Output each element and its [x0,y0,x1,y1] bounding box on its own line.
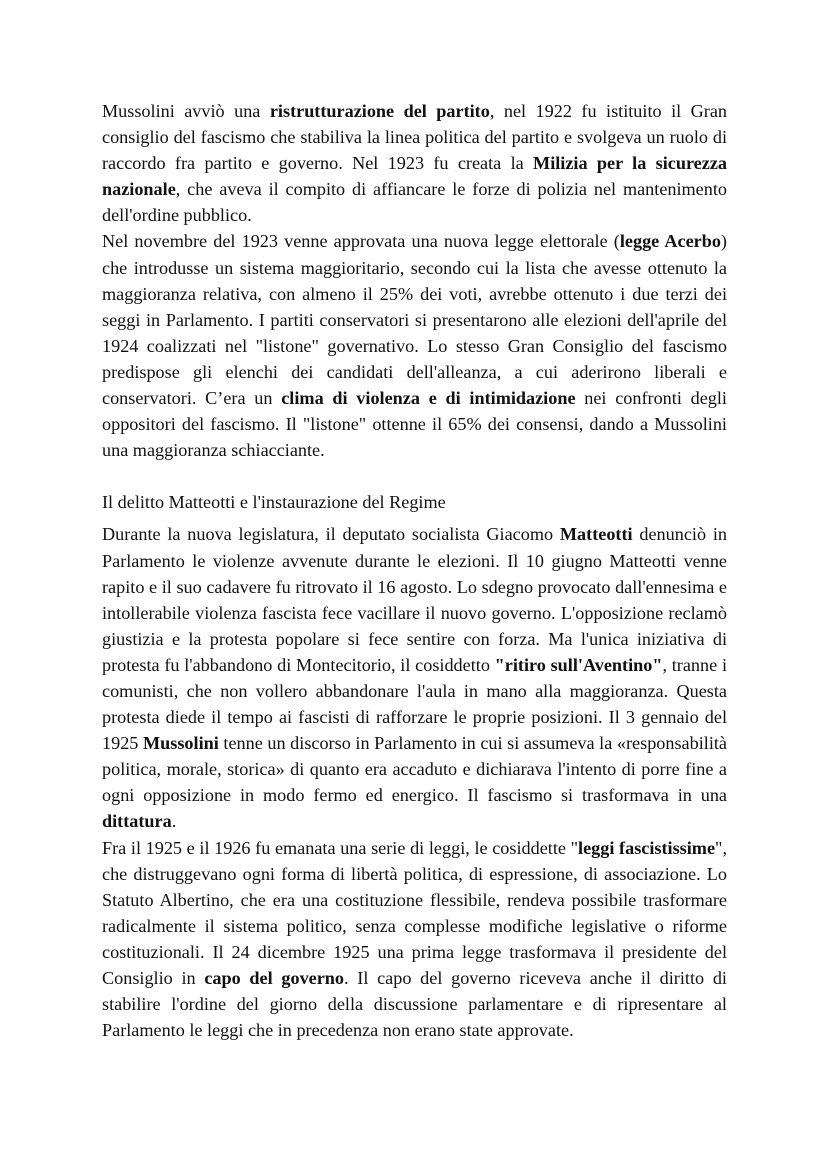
text-run: , che aveva il compito di affiancare le forze di polizia nel mantenimento dell'ordine pubblico. [102,179,727,226]
text-run: Nel novembre del 1923 venne approvata una nuova legge elettorale ( [102,231,620,252]
bold-text: Mussolini [142,733,219,754]
paragraph [102,521,727,834]
document-page [102,98,727,1043]
bold-text: leggi fascistissime [578,837,716,858]
bold-text: capo del governo [204,968,345,988]
text-run: Fra il 1925 e il 1926 fu emanata una serie di leggi, le cosiddette " [102,837,579,858]
text-run: nei confronti degli oppositori del fascismo. Il "listone" ottenne il 65% dei consensi, dando a Mussolini una maggioranza schiacciante. [102,388,727,461]
paragraph [102,98,727,228]
paragraph [102,228,727,463]
paragraph [102,835,727,1044]
text-run: , nel 1922 fu istituito il Gran consiglio del fascismo che stabiliva la linea politica del partito e svolgeva un ruolo di raccordo fra partito e governo. Nel 1923 fu creata la [102,101,728,174]
bold-text: ristrutturazione del partito [269,101,490,121]
bold-text: dittatura [102,811,172,832]
text-run: Durante la nuova legislatura, il deputato socialista Giacomo [102,524,560,545]
text-run: tenne un discorso in Parlamento in cui si assumeva la «responsabilità politica, morale, storica» di quanto era accaduto e dichiarava l'intento di porre fine a ogni opposizione in modo fermo ed energico. Il fascismo si trasformava in una [102,733,728,806]
text-run: ", che distruggevano ogni forma di libertà politica, di espressione, di associazione. Lo Statuto Albertino, che era una costituzione flessibile, rendeva possibile trasformare radicalmente il sistema politico, senza complesse modifiche legislative o riforme costituzionali. Il 24 dicembre 1925 una prima legge trasformava il presidente del Consiglio in [102,837,728,988]
bold-text: Milizia per la sicurezza nazionale [102,153,727,200]
text-run: denunciò in Parlamento le violenze avvenute durante le elezioni. Il 10 giugno Matteotti venne rapito e il suo cadavere fu ritrovato il 16 agosto. Lo sdegno provocato dall'ennesima e intollerabile violenza fascista fece vacillare il nuovo governo. L'opposizione reclamò giustizia e la protesta popolare si fece sentire con forza. Ma l'unica iniziativa di protesta fu l'abbandono di Montecitorio, il cosiddetto [102,524,727,675]
bold-text: legge Acerbo [619,231,721,252]
bold-text: clima di violenza e di intimidazione [281,388,576,409]
text-run: . [171,811,177,832]
section-body [102,521,727,1043]
text-run: ) che introdusse un sistema maggioritario, secondo cui la lista che avesse ottenuto la maggioranza relativa, con almeno il 25% dei voti, avrebbe ottenuto i due terzi dei seggi in Parlamento. I partiti conservatori si presentarono alle elezioni dell'aprile del 1924 coalizzati nel "listone" governativo. Lo stesso Gran Consiglio del fascismo predispose gli elenchi dei candidati dell'alleanza, a cui aderirono liberali e conservatori. C’era un [102,231,727,409]
text-run: . Il capo del governo riceveva anche il diritto di stabilire l'ordine del giorno della discussione parlamentare e di ripresentare al Parlamento le leggi che in precedenza non erano state approvate. [102,968,727,1041]
text-run: Mussolini avviò una [102,101,270,121]
intro-text [102,98,727,463]
section-heading: Il delitto Matteotti e l'instaurazione del Regime [102,492,446,513]
bold-text: "ritiro sull'Aventino" [494,654,663,675]
bold-text: Matteotti [559,524,633,545]
text-run: , tranne i comunisti, che non vollero abbandonare l'aula in mano alla maggioranza. Questa protesta diede il tempo ai fascisti di rafforzare le proprie posizioni. Il 3 gennaio del 1925 [102,654,727,754]
